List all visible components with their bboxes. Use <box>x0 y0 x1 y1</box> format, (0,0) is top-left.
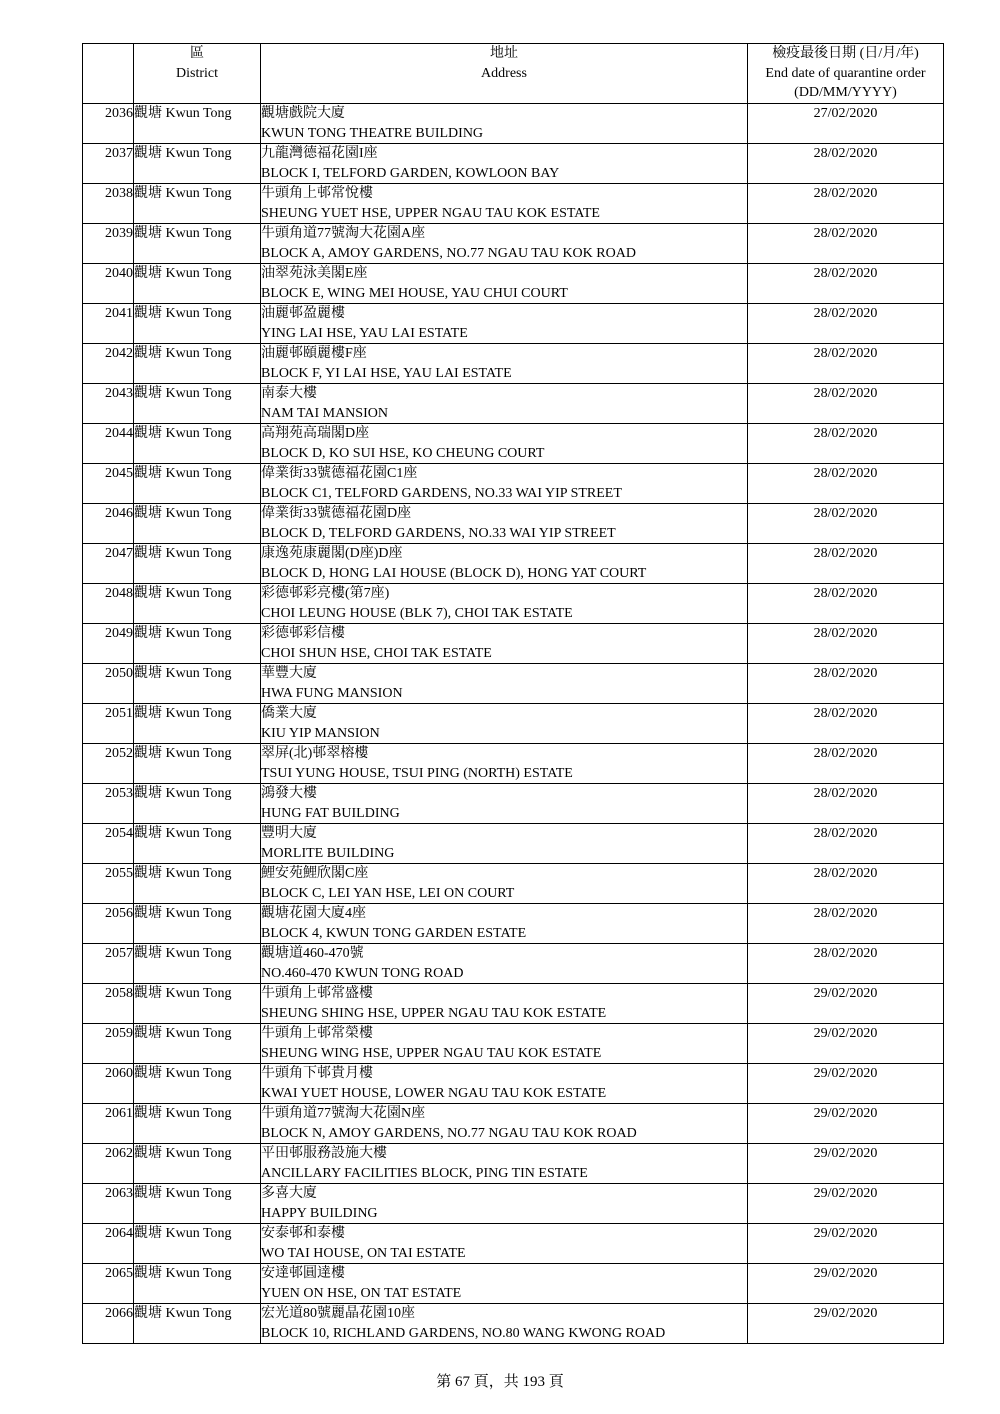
row-address <box>261 1144 748 1184</box>
table-row <box>83 984 944 1024</box>
row-address-zh: 鯉安苑鯉欣閣C座 <box>261 866 369 881</box>
row-address-en: CHOI SHUN HSE, CHOI TAK ESTATE <box>261 645 492 661</box>
row-address-en: SHEUNG SHING HSE, UPPER NGAU TAU KOK ESTATE <box>261 1005 607 1021</box>
row-address-zh: 觀塘道460-470號 <box>261 946 364 961</box>
table-row <box>83 1064 944 1104</box>
table-row <box>83 264 944 304</box>
table-row <box>83 304 944 344</box>
row-number: 2052 <box>83 744 134 784</box>
row-address-en: MORLITE BUILDING <box>261 845 395 861</box>
row-address-en: NAM TAI MANSION <box>261 405 388 421</box>
header-date-zh: 檢疫最後日期 (日/月/年) <box>772 46 919 61</box>
row-district: 觀塘 Kwun Tong <box>134 984 261 1024</box>
row-address <box>261 744 748 784</box>
row-end-date: 27/02/2020 <box>748 104 944 144</box>
table-row <box>83 384 944 424</box>
row-address-zh: 多喜大廈 <box>261 1186 317 1201</box>
row-address <box>261 824 748 864</box>
row-address-en: YUEN ON HSE, ON TAT ESTATE <box>261 1285 462 1301</box>
row-number: 2038 <box>83 184 134 224</box>
row-address-zh: 觀塘花園大廈4座 <box>261 906 366 921</box>
row-end-date: 28/02/2020 <box>748 504 944 544</box>
row-district: 觀塘 Kwun Tong <box>134 824 261 864</box>
row-number: 2043 <box>83 384 134 424</box>
row-district: 觀塘 Kwun Tong <box>134 1224 261 1264</box>
table-row <box>83 744 944 784</box>
row-address <box>261 384 748 424</box>
table-row <box>83 1104 944 1144</box>
row-address-en: BLOCK I, TELFORD GARDEN, KOWLOON BAY <box>261 165 560 181</box>
row-district: 觀塘 Kwun Tong <box>134 1064 261 1104</box>
table-row <box>83 584 944 624</box>
row-number: 2059 <box>83 1024 134 1064</box>
row-address-en: BLOCK C1, TELFORD GARDENS, NO.33 WAI YIP STREET <box>261 485 622 501</box>
row-number: 2037 <box>83 144 134 184</box>
row-address-en: KWAI YUET HOUSE, LOWER NGAU TAU KOK ESTATE <box>261 1085 607 1101</box>
row-address <box>261 864 748 904</box>
row-address-zh: 華豐大廈 <box>261 666 317 681</box>
row-end-date: 28/02/2020 <box>748 224 944 264</box>
row-address <box>261 224 748 264</box>
table-row <box>83 1304 944 1344</box>
row-address-en: BLOCK 4, KWUN TONG GARDEN ESTATE <box>261 925 527 941</box>
table-row <box>83 904 944 944</box>
row-number: 2058 <box>83 984 134 1024</box>
row-address-en: BLOCK N, AMOY GARDENS, NO.77 NGAU TAU KOK ROAD <box>261 1125 637 1141</box>
table-row <box>83 1184 944 1224</box>
row-address <box>261 984 748 1024</box>
row-district: 觀塘 Kwun Tong <box>134 1144 261 1184</box>
row-district: 觀塘 Kwun Tong <box>134 144 261 184</box>
quarantine-table <box>82 43 944 1344</box>
row-district: 觀塘 Kwun Tong <box>134 504 261 544</box>
row-end-date: 29/02/2020 <box>748 1024 944 1064</box>
row-address-en: BLOCK 10, RICHLAND GARDENS, NO.80 WANG KWONG ROAD <box>261 1325 666 1341</box>
row-district: 觀塘 Kwun Tong <box>134 1304 261 1344</box>
table-row <box>83 1144 944 1184</box>
row-address-zh: 牛頭角上邨常榮樓 <box>261 1026 373 1041</box>
table-row <box>83 184 944 224</box>
row-address-en: KIU YIP MANSION <box>261 725 380 741</box>
row-number: 2056 <box>83 904 134 944</box>
row-address-en: SHEUNG WING HSE, UPPER NGAU TAU KOK ESTATE <box>261 1045 602 1061</box>
row-number: 2062 <box>83 1144 134 1184</box>
row-address-en: BLOCK A, AMOY GARDENS, NO.77 NGAU TAU KOK ROAD <box>261 245 636 261</box>
row-end-date: 28/02/2020 <box>748 944 944 984</box>
row-number: 2046 <box>83 504 134 544</box>
row-address <box>261 1104 748 1144</box>
row-address-zh: 彩德邨彩信樓 <box>261 626 345 641</box>
row-number: 2066 <box>83 1304 134 1344</box>
table-row <box>83 344 944 384</box>
row-district: 觀塘 Kwun Tong <box>134 1024 261 1064</box>
row-end-date: 28/02/2020 <box>748 304 944 344</box>
row-address-en: NO.460-470 KWUN TONG ROAD <box>261 965 464 981</box>
table-row <box>83 944 944 984</box>
row-address <box>261 1304 748 1344</box>
row-address <box>261 304 748 344</box>
row-address <box>261 464 748 504</box>
table-row <box>83 864 944 904</box>
row-address <box>261 664 748 704</box>
row-end-date: 29/02/2020 <box>748 1304 944 1344</box>
table-row <box>83 1264 944 1304</box>
row-address-zh: 翠屏(北)邨翠榕樓 <box>261 746 369 761</box>
row-end-date: 28/02/2020 <box>748 904 944 944</box>
row-address-en: BLOCK D, KO SUI HSE, KO CHEUNG COURT <box>261 445 545 461</box>
row-address-zh: 彩德邨彩亮樓(第7座) <box>261 586 390 601</box>
table-row <box>83 464 944 504</box>
row-end-date: 29/02/2020 <box>748 1224 944 1264</box>
row-address <box>261 1024 748 1064</box>
row-address-zh: 豐明大廈 <box>261 826 317 841</box>
row-address-zh: 康逸苑康麗閣(D座)D座 <box>261 546 403 561</box>
row-end-date: 29/02/2020 <box>748 1064 944 1104</box>
row-number: 2061 <box>83 1104 134 1144</box>
row-address <box>261 544 748 584</box>
row-district: 觀塘 Kwun Tong <box>134 304 261 344</box>
row-address <box>261 264 748 304</box>
row-address <box>261 1264 748 1304</box>
row-district: 觀塘 Kwun Tong <box>134 864 261 904</box>
row-district: 觀塘 Kwun Tong <box>134 224 261 264</box>
row-end-date: 28/02/2020 <box>748 584 944 624</box>
row-address-en: KWUN TONG THEATRE BUILDING <box>261 125 484 141</box>
row-address-en: BLOCK C, LEI YAN HSE, LEI ON COURT <box>261 885 515 901</box>
row-address-zh: 安泰邨和泰樓 <box>261 1226 345 1241</box>
row-end-date: 28/02/2020 <box>748 864 944 904</box>
row-address-en: BLOCK F, YI LAI HSE, YAU LAI ESTATE <box>261 365 512 381</box>
header-date-en: End date of quarantine order <box>765 65 926 81</box>
row-district: 觀塘 Kwun Tong <box>134 544 261 584</box>
row-address-en: CHOI LEUNG HOUSE (BLK 7), CHOI TAK ESTATE <box>261 605 573 621</box>
row-address <box>261 904 748 944</box>
row-address-zh: 南泰大樓 <box>261 386 317 401</box>
table-header <box>83 44 944 104</box>
row-address-zh: 安達邨圓達樓 <box>261 1266 345 1281</box>
row-number: 2050 <box>83 664 134 704</box>
row-end-date: 28/02/2020 <box>748 624 944 664</box>
row-number: 2040 <box>83 264 134 304</box>
row-address-zh: 牛頭角道77號淘大花園A座 <box>261 226 426 241</box>
row-end-date: 29/02/2020 <box>748 984 944 1024</box>
row-end-date: 28/02/2020 <box>748 264 944 304</box>
row-address <box>261 1224 748 1264</box>
row-address <box>261 344 748 384</box>
row-district: 觀塘 Kwun Tong <box>134 264 261 304</box>
row-address-zh: 牛頭角道77號淘大花園N座 <box>261 1106 426 1121</box>
row-number: 2049 <box>83 624 134 664</box>
row-number: 2057 <box>83 944 134 984</box>
row-end-date: 28/02/2020 <box>748 784 944 824</box>
header-number <box>83 44 134 104</box>
row-end-date: 28/02/2020 <box>748 184 944 224</box>
row-end-date: 28/02/2020 <box>748 464 944 504</box>
header-date-format: (DD/MM/YYYY) <box>794 85 897 100</box>
table-row <box>83 104 944 144</box>
row-end-date: 29/02/2020 <box>748 1144 944 1184</box>
row-address-zh: 九龍灣德福花園I座 <box>261 146 378 161</box>
header-district-zh: 區 <box>190 46 204 61</box>
table-row <box>83 224 944 264</box>
table-row <box>83 704 944 744</box>
header-address <box>261 44 748 104</box>
row-address-en: TSUI YUNG HOUSE, TSUI PING (NORTH) ESTATE <box>261 765 573 781</box>
row-district: 觀塘 Kwun Tong <box>134 704 261 744</box>
row-address-zh: 觀塘戲院大廈 <box>261 106 345 121</box>
table-row <box>83 1224 944 1264</box>
row-district: 觀塘 Kwun Tong <box>134 584 261 624</box>
row-district: 觀塘 Kwun Tong <box>134 664 261 704</box>
row-district: 觀塘 Kwun Tong <box>134 384 261 424</box>
header-address-zh: 地址 <box>490 46 518 61</box>
row-address-zh: 宏光道80號麗晶花園10座 <box>261 1306 415 1321</box>
row-address-zh: 牛頭角上邨常悅樓 <box>261 186 373 201</box>
row-address-zh: 偉業街33號德福花園D座 <box>261 506 412 521</box>
row-number: 2051 <box>83 704 134 744</box>
row-district: 觀塘 Kwun Tong <box>134 624 261 664</box>
row-address-zh: 鴻發大樓 <box>261 786 317 801</box>
row-number: 2045 <box>83 464 134 504</box>
row-number: 2063 <box>83 1184 134 1224</box>
header-district-en: District <box>176 65 218 81</box>
row-address <box>261 504 748 544</box>
row-district: 觀塘 Kwun Tong <box>134 104 261 144</box>
row-end-date: 28/02/2020 <box>748 744 944 784</box>
row-district: 觀塘 Kwun Tong <box>134 904 261 944</box>
row-address-zh: 僑業大廈 <box>261 706 317 721</box>
row-end-date: 28/02/2020 <box>748 664 944 704</box>
table-row <box>83 784 944 824</box>
row-address-zh: 牛頭角下邨貴月樓 <box>261 1066 373 1081</box>
row-address <box>261 144 748 184</box>
row-address <box>261 424 748 464</box>
row-number: 2053 <box>83 784 134 824</box>
row-end-date: 29/02/2020 <box>748 1184 944 1224</box>
row-district: 觀塘 Kwun Tong <box>134 464 261 504</box>
row-district: 觀塘 Kwun Tong <box>134 184 261 224</box>
header-district <box>134 44 261 104</box>
row-address-en: HAPPY BUILDING <box>261 1205 378 1221</box>
header-address-en: Address <box>481 65 527 81</box>
row-address <box>261 1064 748 1104</box>
table-row <box>83 1024 944 1064</box>
row-address-zh: 油麗邨頤麗樓F座 <box>261 346 367 361</box>
row-address-en: YING LAI HSE, YAU LAI ESTATE <box>261 325 468 341</box>
row-address-en: BLOCK D, TELFORD GARDENS, NO.33 WAI YIP STREET <box>261 525 616 541</box>
row-address <box>261 1184 748 1224</box>
row-end-date: 28/02/2020 <box>748 344 944 384</box>
table-row <box>83 624 944 664</box>
table-row <box>83 424 944 464</box>
table-row <box>83 544 944 584</box>
row-district: 觀塘 Kwun Tong <box>134 784 261 824</box>
row-district: 觀塘 Kwun Tong <box>134 1104 261 1144</box>
row-address-zh: 牛頭角上邨常盛樓 <box>261 986 373 1001</box>
row-number: 2041 <box>83 304 134 344</box>
header-date <box>748 44 944 104</box>
table-row <box>83 504 944 544</box>
row-district: 觀塘 Kwun Tong <box>134 944 261 984</box>
row-number: 2055 <box>83 864 134 904</box>
page-footer: 第 67 頁，共 193 頁 <box>436 1374 564 1390</box>
row-end-date: 29/02/2020 <box>748 1104 944 1144</box>
row-number: 2039 <box>83 224 134 264</box>
row-address-en: BLOCK D, HONG LAI HOUSE (BLOCK D), HONG YAT COURT <box>261 565 647 581</box>
row-district: 觀塘 Kwun Tong <box>134 744 261 784</box>
row-address-zh: 平田邨服務設施大樓 <box>261 1146 387 1161</box>
row-district: 觀塘 Kwun Tong <box>134 424 261 464</box>
row-end-date: 28/02/2020 <box>748 544 944 584</box>
row-address-zh: 油翠苑泳美閣E座 <box>261 266 368 281</box>
row-address <box>261 584 748 624</box>
row-end-date: 28/02/2020 <box>748 384 944 424</box>
row-address-en: ANCILLARY FACILITIES BLOCK, PING TIN ESTATE <box>261 1165 588 1181</box>
row-address-en: WO TAI HOUSE, ON TAI ESTATE <box>261 1245 466 1261</box>
table-row <box>83 664 944 704</box>
row-address-en: SHEUNG YUET HSE, UPPER NGAU TAU KOK ESTATE <box>261 205 600 221</box>
row-address <box>261 184 748 224</box>
row-address-en: HWA FUNG MANSION <box>261 685 403 701</box>
row-address-en: BLOCK E, WING MEI HOUSE, YAU CHUI COURT <box>261 285 568 301</box>
row-number: 2047 <box>83 544 134 584</box>
table-row <box>83 824 944 864</box>
row-number: 2036 <box>83 104 134 144</box>
row-end-date: 28/02/2020 <box>748 824 944 864</box>
row-address <box>261 104 748 144</box>
row-end-date: 28/02/2020 <box>748 144 944 184</box>
row-address-zh: 高翔苑高瑞閣D座 <box>261 426 370 441</box>
row-number: 2044 <box>83 424 134 464</box>
table-body <box>83 104 944 1344</box>
row-address-zh: 油麗邨盈麗樓 <box>261 306 345 321</box>
row-address <box>261 624 748 664</box>
row-end-date: 28/02/2020 <box>748 424 944 464</box>
row-number: 2054 <box>83 824 134 864</box>
row-end-date: 28/02/2020 <box>748 704 944 744</box>
row-address <box>261 704 748 744</box>
row-address <box>261 944 748 984</box>
row-address <box>261 784 748 824</box>
row-number: 2042 <box>83 344 134 384</box>
table-row <box>83 144 944 184</box>
row-address-zh: 偉業街33號德福花園C1座 <box>261 466 418 481</box>
row-district: 觀塘 Kwun Tong <box>134 344 261 384</box>
row-number: 2048 <box>83 584 134 624</box>
row-district: 觀塘 Kwun Tong <box>134 1184 261 1224</box>
row-number: 2065 <box>83 1264 134 1304</box>
row-number: 2064 <box>83 1224 134 1264</box>
row-address-en: HUNG FAT BUILDING <box>261 805 400 821</box>
row-end-date: 29/02/2020 <box>748 1264 944 1304</box>
row-number: 2060 <box>83 1064 134 1104</box>
row-district: 觀塘 Kwun Tong <box>134 1264 261 1304</box>
